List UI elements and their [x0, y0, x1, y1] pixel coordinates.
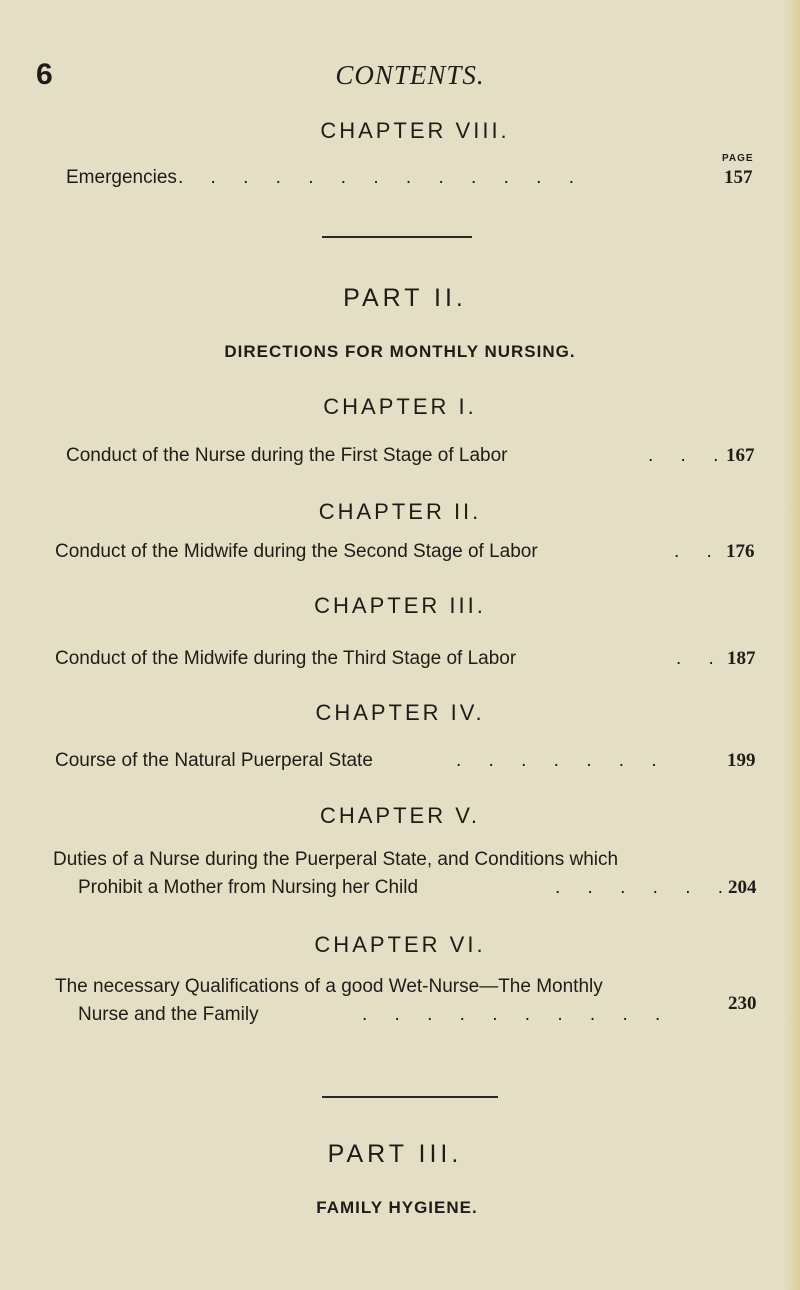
section-divider-rule	[322, 1096, 498, 1098]
toc-entry-page: 187	[727, 648, 756, 669]
toc-entry-title-line1: Duties of a Nurse during the Puerperal State, and Conditions which	[53, 849, 619, 870]
toc-entry-dots: . .	[676, 648, 725, 669]
toc-entry-page: 199	[727, 750, 756, 771]
toc-entry-title-line2: Prohibit a Mother from Nursing her Child	[78, 877, 419, 898]
running-title: CONTENTS.	[335, 60, 485, 90]
part-iii-subheading: FAMILY HYGIENE.	[316, 1198, 478, 1217]
toc-entry-emergencies-title: Emergencies	[66, 167, 177, 188]
chapter-viii-heading: CHAPTER VIII.	[320, 118, 510, 143]
part-ii-heading: PART II.	[343, 284, 467, 312]
chapter-ii-heading: CHAPTER II.	[318, 499, 482, 524]
toc-entry-emergencies-dots: . . . . . . . . . . . . .	[178, 167, 585, 188]
toc-entry-dots: . . .	[648, 445, 730, 466]
page-column-label: PAGE	[722, 153, 754, 164]
section-divider-rule	[322, 236, 472, 238]
toc-entry-dots: . .	[674, 541, 723, 562]
toc-entry-title: Course of the Natural Puerperal State	[55, 750, 373, 771]
toc-entry-page: 204	[728, 877, 757, 898]
toc-entry-emergencies-page: 157	[724, 167, 753, 188]
chapter-iv-heading: CHAPTER IV.	[315, 700, 485, 725]
toc-entry-title-line2: Nurse and the Family	[78, 1004, 259, 1025]
toc-entry-page: 176	[726, 541, 755, 562]
toc-entry-title: Conduct of the Nurse during the First Stage of Labor	[66, 445, 508, 466]
toc-entry-page: 167	[726, 445, 755, 466]
chapter-i-heading: CHAPTER I.	[323, 394, 477, 419]
part-iii-heading: PART III.	[327, 1140, 463, 1168]
chapter-iii-heading: CHAPTER III.	[314, 593, 486, 618]
toc-entry-title-line1: The necessary Qualifications of a good Wet-Nurse—The Monthly	[55, 976, 603, 997]
toc-entry-title: Conduct of the Midwife during the Third Stage of Labor	[55, 648, 517, 669]
page-edge-shadow	[782, 0, 800, 1290]
toc-entry-dots: . . . . . . .	[456, 750, 668, 771]
page-number: 6	[36, 58, 53, 91]
chapter-v-heading: CHAPTER V.	[319, 803, 480, 828]
toc-entry-page: 230	[728, 993, 757, 1014]
chapter-vi-heading: CHAPTER VI.	[314, 932, 486, 957]
toc-entry-title: Conduct of the Midwife during the Second Stage of Labor	[55, 541, 538, 562]
part-ii-subheading: DIRECTIONS FOR MONTHLY NURSING.	[224, 342, 576, 361]
toc-entry-dots: . . . . . .	[555, 877, 735, 898]
toc-entry-dots: . . . . . . . . . .	[362, 1004, 672, 1025]
